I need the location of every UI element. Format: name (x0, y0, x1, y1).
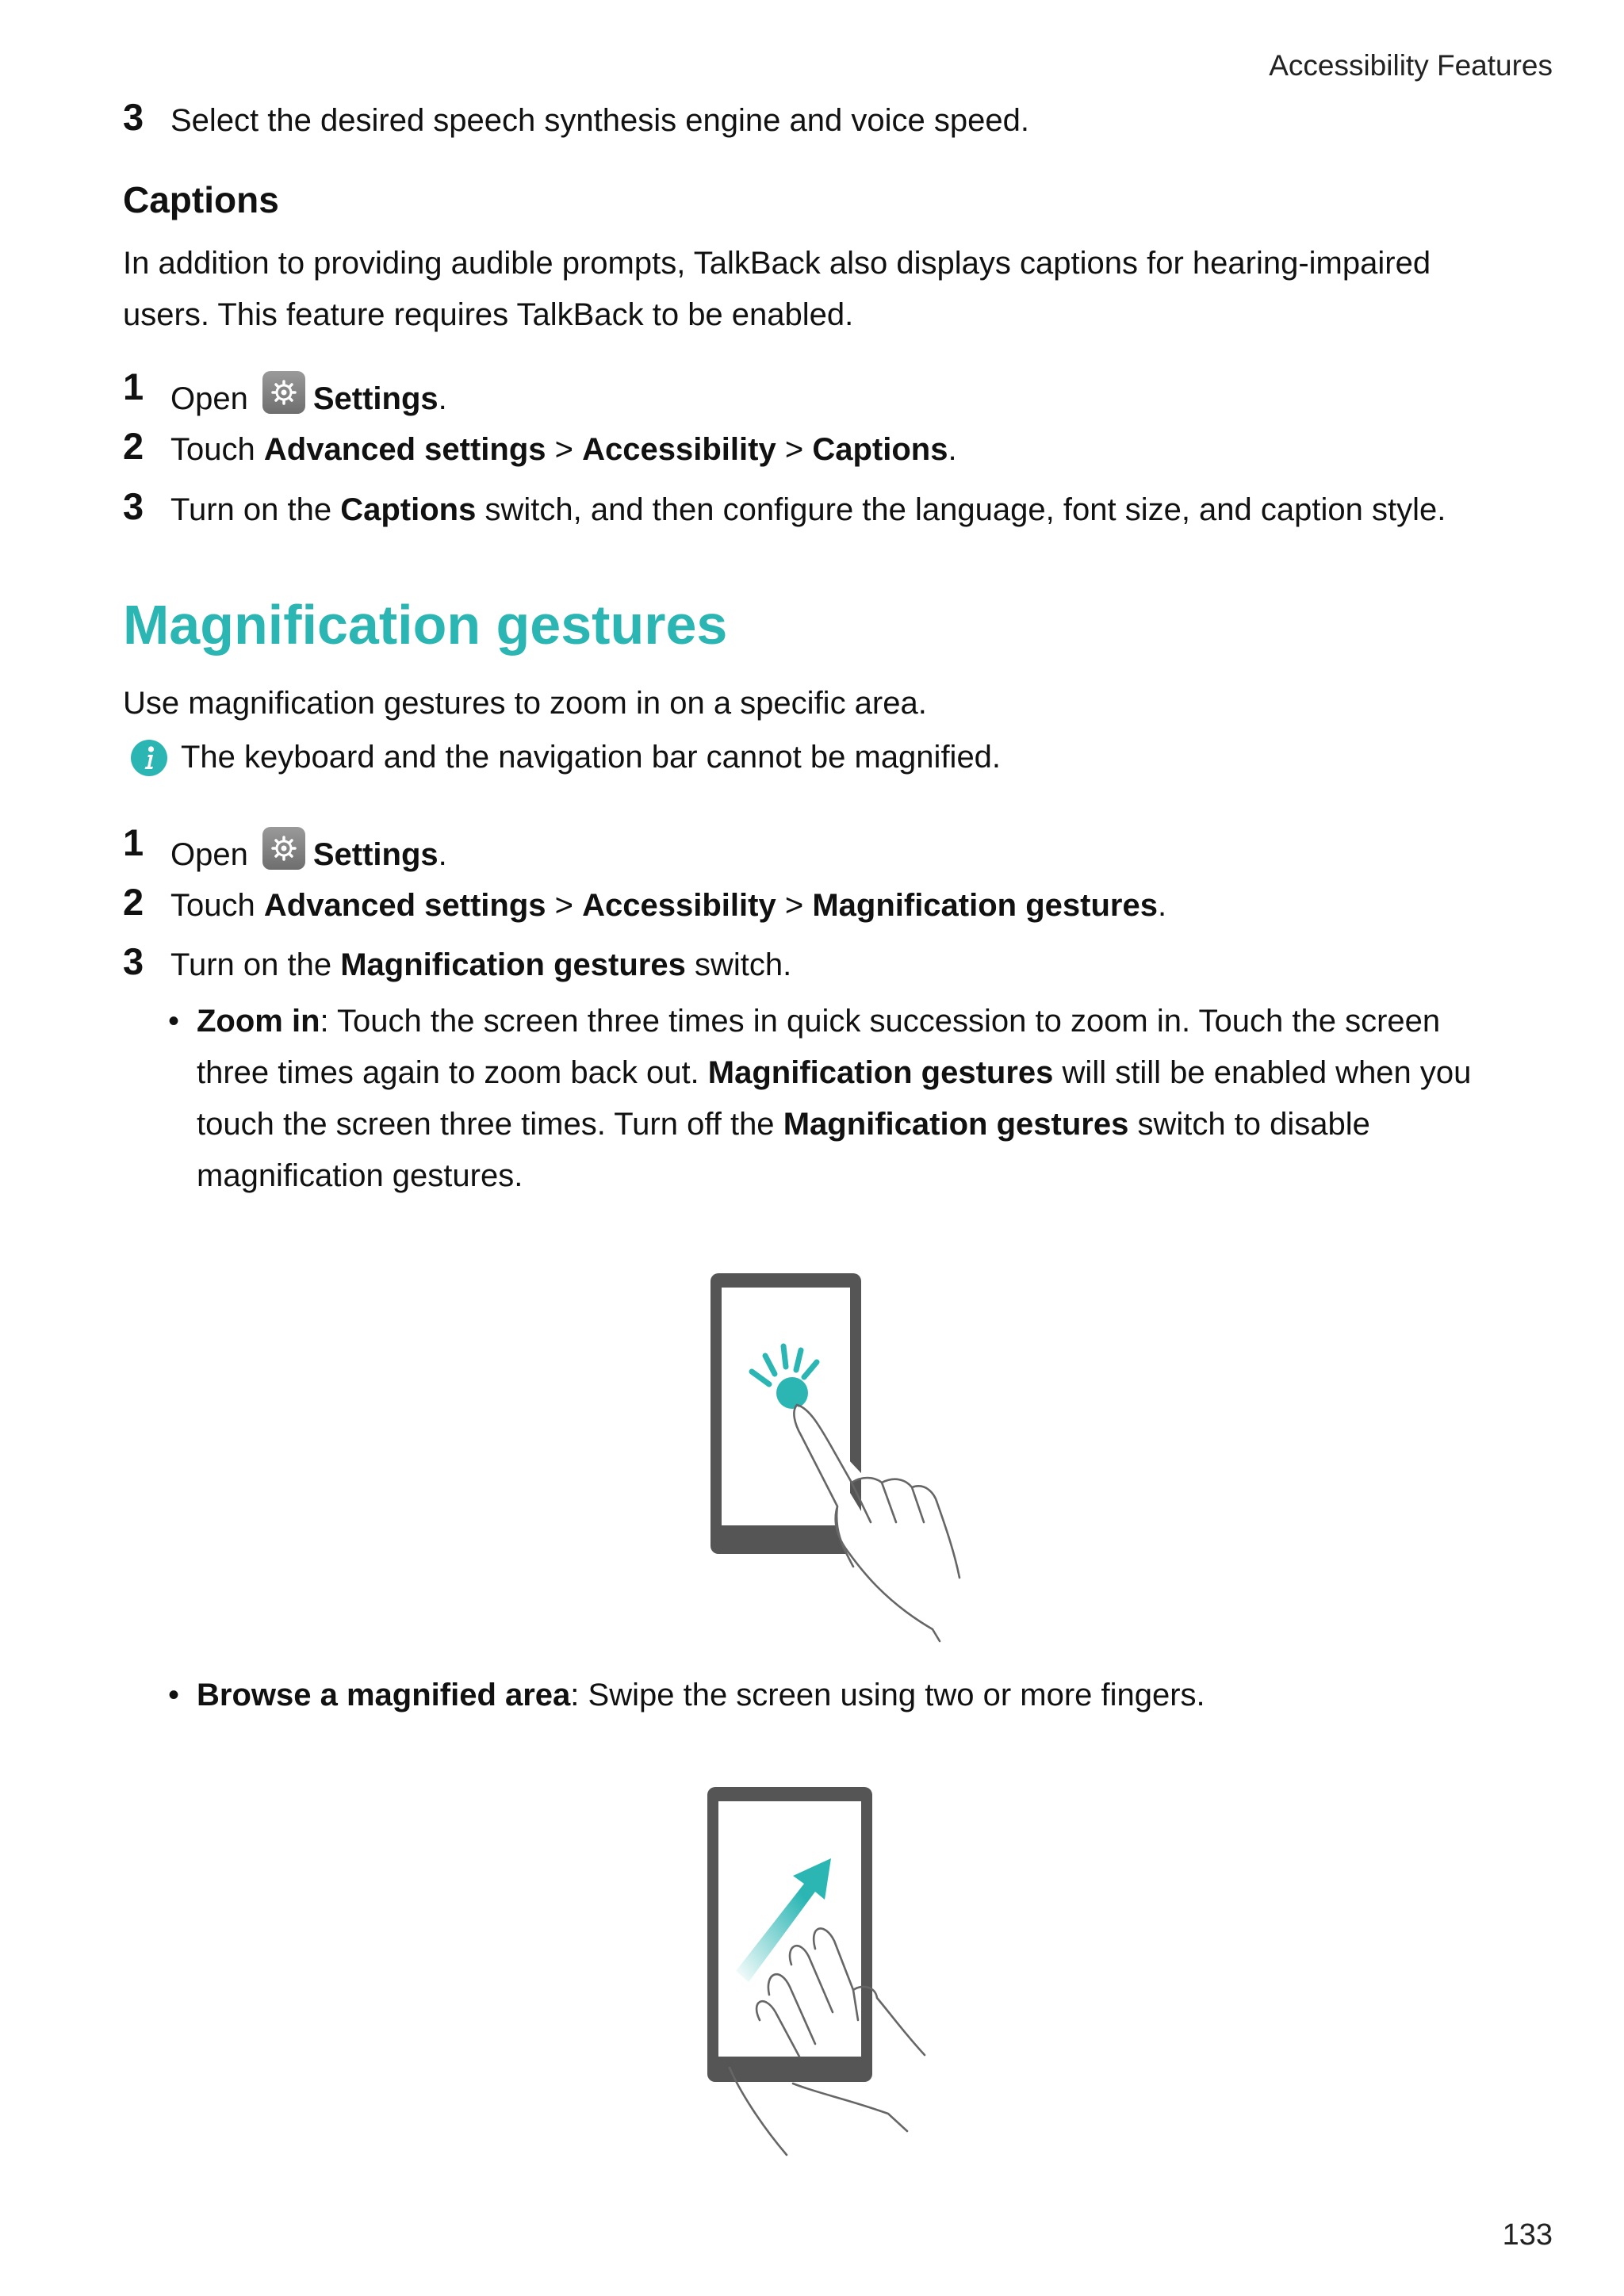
zoom-line1: : Touch the screen three times in quick succession to zoom in. Touch the screen (320, 1004, 1441, 1039)
accessibility-label: Accessibility (582, 432, 776, 467)
bullet-line (197, 1047, 1516, 1099)
step-number: 2 (123, 425, 144, 467)
step-number: 2 (123, 881, 144, 923)
captions-intro-line2: users. This feature requires TalkBack to be enabled. (123, 297, 854, 332)
period: . (1157, 888, 1167, 923)
touch-label: Touch (170, 888, 255, 923)
step-post: switch, and then configure the language, font size, and caption style. (485, 492, 1446, 527)
magnification-intro: Use magnification gestures to zoom in on a specific area. (123, 686, 927, 721)
captions-label: Captions (812, 432, 948, 467)
zoom-line3-pre: touch the screen three times. Turn off the (197, 1107, 775, 1142)
bullet-line (197, 1099, 1516, 1150)
separator: > (554, 432, 574, 467)
period: . (948, 432, 957, 467)
zoom-line3-post: switch to disable (1137, 1107, 1370, 1142)
step-number: 3 (123, 485, 144, 527)
info-icon (131, 740, 167, 776)
step-open-label: Open (170, 381, 248, 416)
bullet-line (197, 996, 1516, 1047)
zoom-line2-pre: three times again to zoom back out. (197, 1055, 699, 1090)
step-number: 1 (123, 821, 144, 863)
captions-intro-line1: In addition to providing audible prompts, TalkBack also displays captions for hearing-impaired (123, 246, 1431, 281)
magnification-switch-label: Magnification gestures (340, 947, 686, 982)
captions-intro (123, 238, 1534, 341)
bullet-dot: • (168, 1678, 180, 1712)
zoom-line3-bold: Magnification gestures (783, 1107, 1129, 1142)
tap-point (776, 1377, 808, 1409)
phone-screen (718, 1801, 861, 2057)
settings-gear-icon (262, 827, 305, 870)
zoom-line2-post: will still be enabled when you (1062, 1055, 1472, 1090)
magnification-gestures-label: Magnification gestures (812, 888, 1158, 923)
period: . (438, 837, 447, 872)
step-number: 1 (123, 365, 144, 408)
separator: > (554, 888, 574, 923)
step-number: 3 (123, 96, 144, 138)
zoom-in-bullet (168, 996, 1516, 1202)
step-pre: Turn on the (170, 947, 332, 982)
bullet-line: magnification gestures. (197, 1158, 523, 1193)
zoom-in-term: Zoom in (197, 1004, 320, 1039)
settings-gear-icon (262, 371, 305, 414)
captions-switch-label: Captions (340, 492, 477, 527)
step-open-label: Open (170, 837, 248, 872)
period: . (438, 381, 447, 416)
settings-label: Settings (312, 837, 439, 872)
swipe-gesture-illustration (698, 1782, 967, 2163)
running-head: Accessibility Features (1269, 49, 1553, 82)
settings-label: Settings (312, 381, 439, 416)
page-number: 133 (1502, 2218, 1553, 2252)
touch-label: Touch (170, 432, 255, 467)
separator: > (784, 432, 804, 467)
note-text: The keyboard and the navigation bar cannot be magnified. (181, 740, 1002, 775)
browse-bullet (168, 1670, 1516, 1721)
browse-rest: : Swipe the screen using two or more fingers. (570, 1678, 1205, 1712)
zoom-line2-bold: Magnification gestures (707, 1055, 1054, 1090)
advanced-settings-label: Advanced settings (263, 888, 546, 923)
step-post: switch. (694, 947, 792, 982)
captions-heading: Captions (123, 179, 279, 220)
advanced-settings-label: Advanced settings (263, 432, 546, 467)
browse-term: Browse a magnified area (197, 1678, 571, 1712)
step-text: Select the desired speech synthesis engine and voice speed. (170, 103, 1029, 138)
step-pre: Turn on the (170, 492, 332, 527)
magnification-heading: Magnification gestures (123, 594, 728, 656)
tap-gesture-illustration (698, 1269, 1015, 1649)
bullet-dot: • (168, 1004, 180, 1039)
accessibility-label: Accessibility (582, 888, 776, 923)
separator: > (784, 888, 804, 923)
step-number: 3 (123, 940, 144, 982)
